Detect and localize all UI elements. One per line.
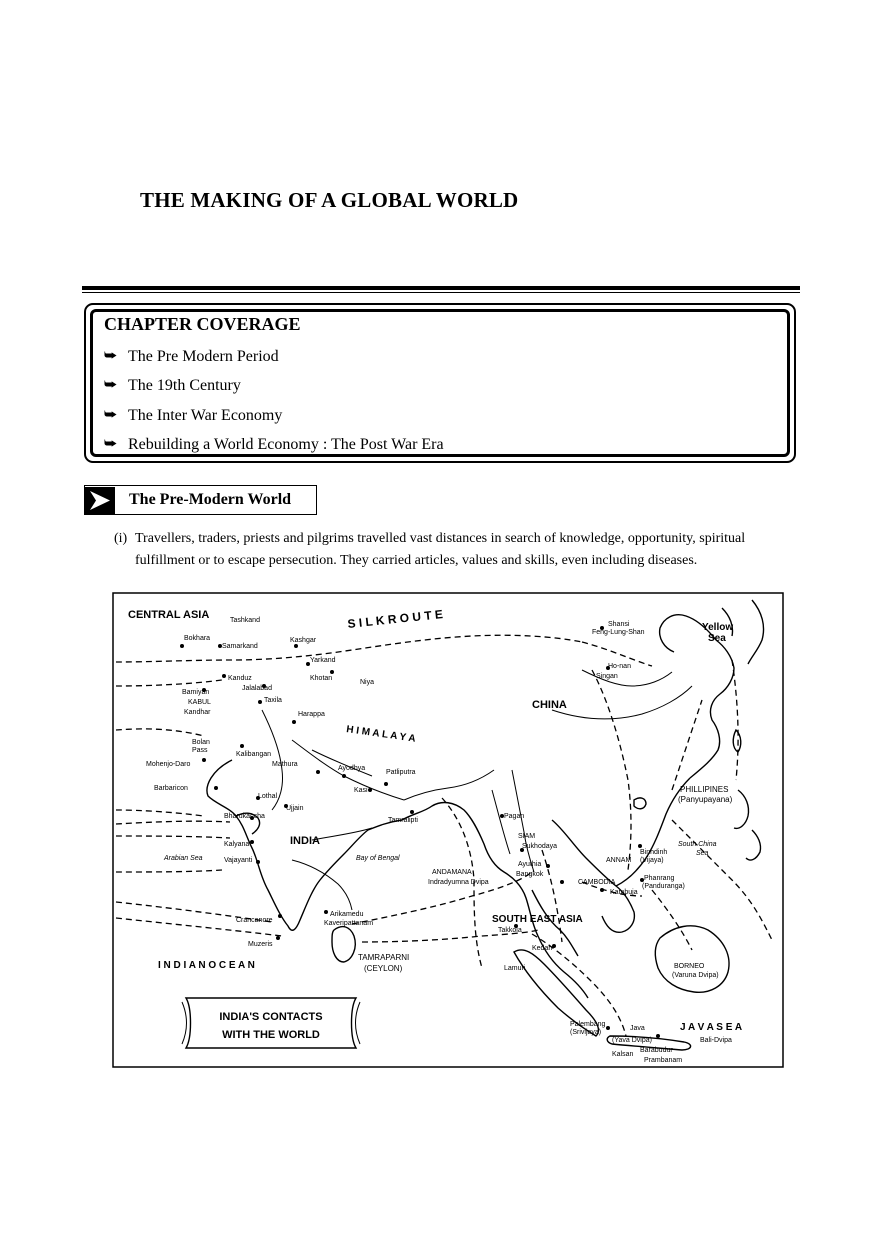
place-niya: Niya bbox=[360, 679, 375, 686]
label-indian-ocean: I N D I A N O C E A N bbox=[158, 960, 255, 971]
place-takkola: Takkola bbox=[498, 927, 522, 934]
place-ujjain: Ujjain bbox=[286, 805, 304, 812]
place-bolan-pass-2: Pass bbox=[192, 747, 208, 754]
place-kalyana: Kalyana bbox=[224, 841, 250, 848]
page-title: THE MAKING OF A GLOBAL WORLD bbox=[140, 188, 519, 212]
label-java-sea: J A V A S E A bbox=[680, 1022, 743, 1033]
place-vajayanti: Vajayanti bbox=[224, 857, 253, 864]
place-panduranga: (Panduranga) bbox=[642, 883, 685, 890]
place-bolan-pass-1: Bolan bbox=[192, 739, 210, 746]
place-kabul: KABUL bbox=[188, 699, 211, 706]
coverage-item bbox=[104, 372, 444, 402]
map-caption-line1: INDIA'S CONTACTS bbox=[219, 1011, 323, 1023]
place-barbaricon: Barbaricon bbox=[154, 785, 188, 792]
place-bangkok: Bangkok bbox=[516, 871, 544, 878]
chapter-coverage-box bbox=[84, 303, 796, 463]
map-coastlines bbox=[207, 600, 764, 1050]
label-cambodia: CAMBODIA bbox=[578, 879, 616, 886]
place-singan: Singan bbox=[596, 673, 618, 680]
header-rule-thick bbox=[82, 286, 800, 290]
place-srivijaya: (Srivijaya) bbox=[570, 1029, 602, 1036]
place-ayodhya: Ayodhya bbox=[338, 765, 366, 772]
label-bay-of-bengal: Bay of Bengal bbox=[356, 855, 400, 862]
label-siam: SIAM bbox=[518, 833, 536, 840]
label-south-east-asia: SOUTH EAST ASIA bbox=[492, 914, 583, 925]
chapter-coverage-heading: CHAPTER COVERAGE bbox=[104, 314, 301, 334]
place-ayuthia: Ayuthia bbox=[518, 861, 542, 868]
coverage-item-label: Rebuilding a World Economy : The Post War Era bbox=[128, 436, 444, 454]
section-heading bbox=[84, 485, 317, 515]
arrow-bullet-icon: ⮩ bbox=[104, 348, 118, 364]
label-yellow-sea-1: Yellow bbox=[702, 622, 734, 633]
place-sukhodaya: Sukhodaya bbox=[522, 843, 558, 850]
place-kasi: Kasi bbox=[354, 787, 368, 794]
place-samarkand: Samarkand bbox=[222, 643, 258, 650]
place-lung-shan: Feng-Lung-Shan bbox=[592, 629, 645, 636]
place-tashkand: Tashkand bbox=[230, 617, 260, 624]
india-contacts-map bbox=[112, 590, 784, 1068]
paragraph-text: Travellers, traders, priests and pilgrims travelled vast distances in search of knowledge, opportunity, spiritual fulfillment or to escape persecution. They carried articles, values and skills, even including diseases. bbox=[135, 531, 746, 568]
place-taxila: Taxila bbox=[264, 697, 282, 704]
coverage-item-label: The 19th Century bbox=[128, 377, 241, 395]
place-bamiyan: Bamiyan bbox=[182, 689, 210, 696]
label-south-china-sea-1: South China bbox=[678, 841, 717, 848]
place-lothal: Lothal bbox=[258, 793, 278, 800]
place-indradyumna: Indradyumna Dvipa bbox=[428, 879, 489, 886]
label-silk-route: S I L K R O U T E bbox=[346, 607, 444, 631]
place-pagan: Pagan bbox=[504, 813, 525, 820]
header-rule-thin bbox=[82, 292, 800, 293]
place-barabudur: Barabudur bbox=[640, 1047, 673, 1054]
place-muzeris: Muzeris bbox=[248, 941, 273, 948]
label-south-china-sea-2: Sea bbox=[696, 850, 709, 857]
map-caption-line2: WITH THE WORLD bbox=[222, 1029, 320, 1041]
label-china: CHINA bbox=[532, 699, 567, 711]
place-palembang: Palembang bbox=[570, 1021, 606, 1028]
label-varuna-dvipa: (Varuna Dvipa) bbox=[672, 972, 719, 979]
place-bharukaccha: Bharukaccha bbox=[224, 813, 265, 820]
place-lamuri: Lamuri bbox=[504, 965, 526, 972]
place-kambuja: Kambuja bbox=[610, 889, 638, 896]
place-bokhara: Bokhara bbox=[184, 635, 211, 642]
label-philippines-1: PHILLIPINES bbox=[680, 785, 729, 794]
label-yellow-sea-2: Sea bbox=[708, 633, 726, 644]
section-arrow-icon bbox=[85, 487, 115, 514]
place-crancanore: Crancanore bbox=[236, 917, 273, 924]
place-ho-nan: Ho-nan bbox=[608, 663, 631, 670]
place-bali-dvipa: Bali-Dvipa bbox=[700, 1037, 732, 1044]
paragraph-number: (i) bbox=[114, 531, 128, 546]
arrow-bullet-icon: ⮩ bbox=[104, 378, 118, 394]
place-kalsan: Kalsan bbox=[612, 1051, 634, 1058]
place-pataliputra: Patliputra bbox=[386, 769, 416, 776]
paragraph bbox=[114, 528, 804, 572]
label-arabian-sea: Arabian Sea bbox=[164, 855, 203, 862]
place-kaveripattanam: Kaveripattanam bbox=[324, 920, 374, 927]
arrow-bullet-icon: ⮩ bbox=[104, 437, 118, 453]
place-arikamedu: Arikamedu bbox=[330, 911, 364, 918]
place-mathura: Mathura bbox=[272, 761, 298, 768]
place-vijaya: (Vijaya) bbox=[640, 857, 664, 864]
coverage-item bbox=[104, 431, 444, 461]
label-india: INDIA bbox=[290, 835, 320, 847]
arrow-bullet-icon: ⮩ bbox=[104, 407, 118, 423]
place-tamralipti: Tamralipti bbox=[388, 817, 418, 824]
place-yarkand: Yarkand bbox=[310, 657, 336, 664]
coverage-item-label: The Pre Modern Period bbox=[128, 347, 279, 365]
place-mohenjo-daro: Mohenjo-Daro bbox=[146, 761, 191, 768]
place-yava-dvipa: (Yava Dvipa) bbox=[612, 1037, 652, 1044]
place-kanduz: Kanduz bbox=[228, 675, 252, 682]
place-kedah: Kedah bbox=[532, 945, 553, 952]
place-java: Java bbox=[630, 1025, 645, 1032]
label-tamraparni: TAMRAPARNI bbox=[358, 953, 410, 962]
map-region-labels bbox=[128, 607, 742, 1033]
section-heading-label: The Pre-Modern World bbox=[129, 491, 292, 508]
place-binhdinh: Binhdinh bbox=[640, 849, 668, 856]
place-phanrang: Phanrang bbox=[644, 875, 675, 882]
place-prambanam: Prambanam bbox=[644, 1057, 683, 1064]
coverage-item-label: The Inter War Economy bbox=[128, 406, 283, 424]
coverage-item bbox=[104, 401, 444, 431]
label-ceylon: (CEYLON) bbox=[364, 964, 403, 973]
coverage-item bbox=[104, 342, 444, 372]
chapter-coverage-list bbox=[104, 342, 444, 460]
place-kashgar: Kashgar bbox=[290, 637, 317, 644]
place-shansi: Shansi bbox=[608, 621, 630, 628]
label-central-asia: CENTRAL ASIA bbox=[128, 609, 210, 621]
label-borneo: BORNEO bbox=[674, 963, 705, 970]
map-caption-scroll bbox=[182, 998, 360, 1048]
map-place-labels bbox=[146, 617, 732, 1064]
place-kandhar: Kandhar bbox=[184, 709, 211, 716]
place-kalibangan: Kalibangan bbox=[236, 751, 272, 758]
place-jalalabad: Jalalabad bbox=[242, 685, 272, 692]
label-philippines-2: (Panyupayana) bbox=[678, 795, 733, 804]
label-himalaya: H I M A L A Y A bbox=[345, 724, 417, 745]
label-andamana: ANDAMANA bbox=[432, 869, 472, 876]
map-rivers bbox=[262, 670, 692, 910]
label-annam: ANNAM bbox=[606, 857, 632, 864]
place-harappa: Harappa bbox=[298, 711, 325, 718]
place-khotan: Khotan bbox=[310, 675, 333, 682]
